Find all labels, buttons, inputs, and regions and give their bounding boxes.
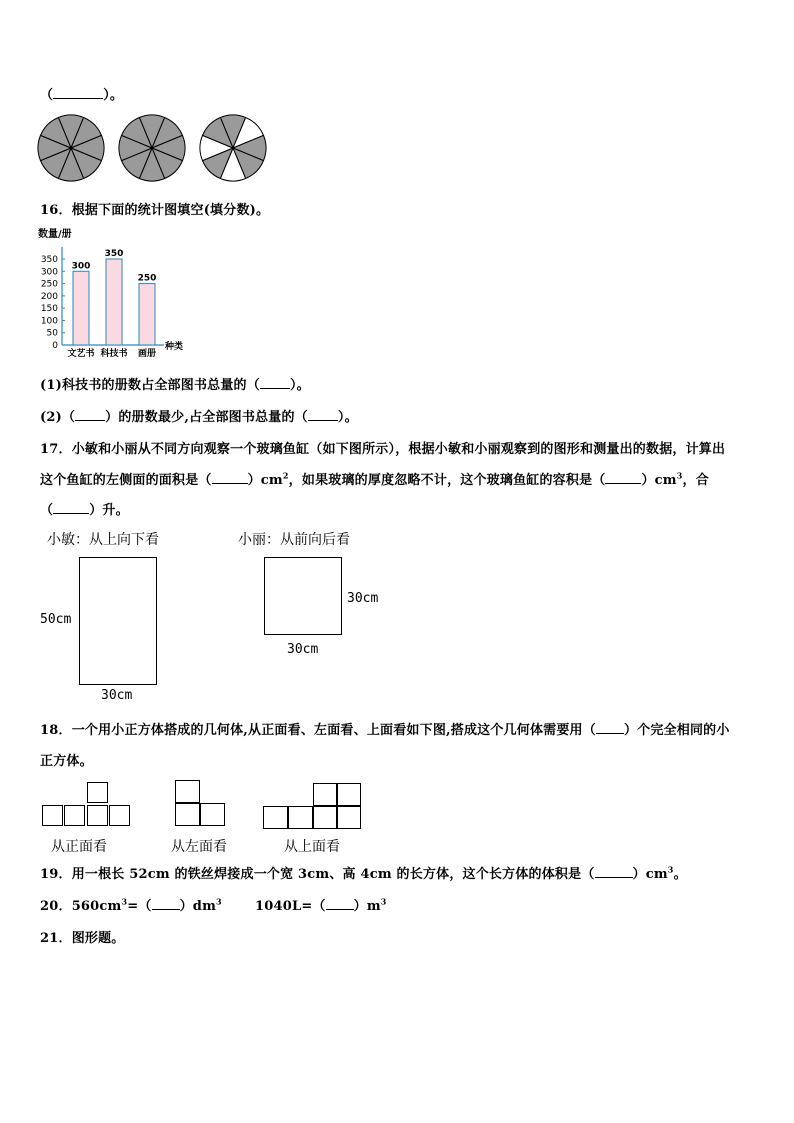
circle-3-partly-shaded (200, 115, 266, 181)
q16-title: 16．根据下面的统计图填空(填分数)。 (40, 203, 270, 218)
bar-chart (36, 225, 206, 360)
y-tick-label: 100 (40, 316, 58, 327)
q17-blank-2[interactable] (605, 471, 641, 484)
q17-line2: 这个鱼缸的左侧面的面积是（ ）$cm^2$，如果玻璃的厚度忽略不计，这个玻璃鱼缸的容积是（ ）$cm^3$，合 (40, 470, 709, 488)
bar (106, 259, 122, 345)
bar-data-label: 300 (71, 261, 91, 272)
xiaomin-caption: 小敏：从上向下看 (47, 532, 159, 548)
q15-blank[interactable] (53, 86, 103, 99)
left-view-caption: 从左面看 (171, 839, 227, 855)
q17-blank-1[interactable] (212, 471, 248, 484)
y-axis-label: 数量/册 (38, 229, 72, 240)
q17-line3: （ ）升。 (40, 503, 129, 518)
q17-blank-3[interactable] (53, 501, 89, 514)
y-tick-label: 300 (40, 267, 58, 278)
y-tick-label: 350 (40, 255, 58, 265)
q19-line: 19．用一根长 52cm 的铁丝焊接成一个宽 3cm、高 4cm 的长方体，这个长方体的体积是（ ）$cm^3$。 (40, 864, 687, 882)
q20-part-a: 20．$560cm^3=$（ ）$dm^3$ (40, 896, 222, 914)
front-view-square (264, 557, 342, 635)
top-view-caption: 从上面看 (284, 839, 340, 855)
q16-blank-1[interactable] (260, 376, 290, 389)
q16-sub1: (1)科技书的册数占全部图书总量的（ ）。 (40, 378, 310, 393)
q19-blank[interactable] (595, 865, 633, 878)
front-view-width-label: 30cm (287, 642, 319, 657)
y-tick-label: 150 (40, 304, 58, 315)
circle-1-all-shaded (38, 115, 104, 181)
bar (73, 271, 89, 345)
bar-data-label: 350 (104, 249, 124, 259)
q16-blank-3[interactable] (308, 408, 338, 421)
q21-title: 21．图形题。 (40, 931, 125, 946)
y-tick-label: 0 (52, 341, 58, 351)
bar (139, 284, 155, 345)
q15-answer-line: （ ）。 (40, 88, 124, 103)
front-view-height-label: 30cm (347, 591, 379, 606)
bar-data-label: 250 (137, 273, 157, 284)
q20-blank-1[interactable] (152, 897, 180, 910)
q16-sub2: (2)（ ）的册数最少,占全部图书总量的（ ）。 (40, 410, 358, 425)
q20-part-b: 1040L=（ ）$m^3$ (255, 896, 387, 914)
circle-2-all-shaded (119, 115, 185, 181)
y-tick-label: 200 (40, 291, 58, 302)
x-category-label: 文艺书 (67, 349, 95, 359)
top-view-rectangle (79, 557, 157, 685)
q18-line1: 18．一个用小正方体搭成的几何体,从正面看、左面看、上面看如下图,搭成这个几何体需要用（ ）个完全相同的小 (40, 723, 730, 738)
x-axis-label: 种类 (165, 342, 184, 352)
q16-blank-2[interactable] (75, 408, 105, 421)
q18-blank[interactable] (596, 721, 624, 734)
top-view-height-label: 50cm (40, 612, 72, 627)
xiaoli-caption: 小丽：从前向后看 (238, 532, 350, 548)
front-view-caption: 从正面看 (51, 839, 107, 855)
y-tick-label: 50 (46, 328, 58, 339)
y-tick-label: 250 (40, 279, 58, 290)
x-category-label: 科技书 (100, 349, 128, 359)
q17-line1: 17．小敏和小丽从不同方向观察一个玻璃鱼缸（如下图所示），根据小敏和小丽观察到的图形和测量出的数据，计算出 (40, 442, 726, 457)
fraction-circles (36, 114, 272, 184)
q18-line2: 正方体。 (40, 754, 93, 769)
q20-blank-2[interactable] (326, 897, 354, 910)
x-category-label: 画册 (137, 349, 157, 359)
top-view-width-label: 30cm (101, 688, 133, 703)
